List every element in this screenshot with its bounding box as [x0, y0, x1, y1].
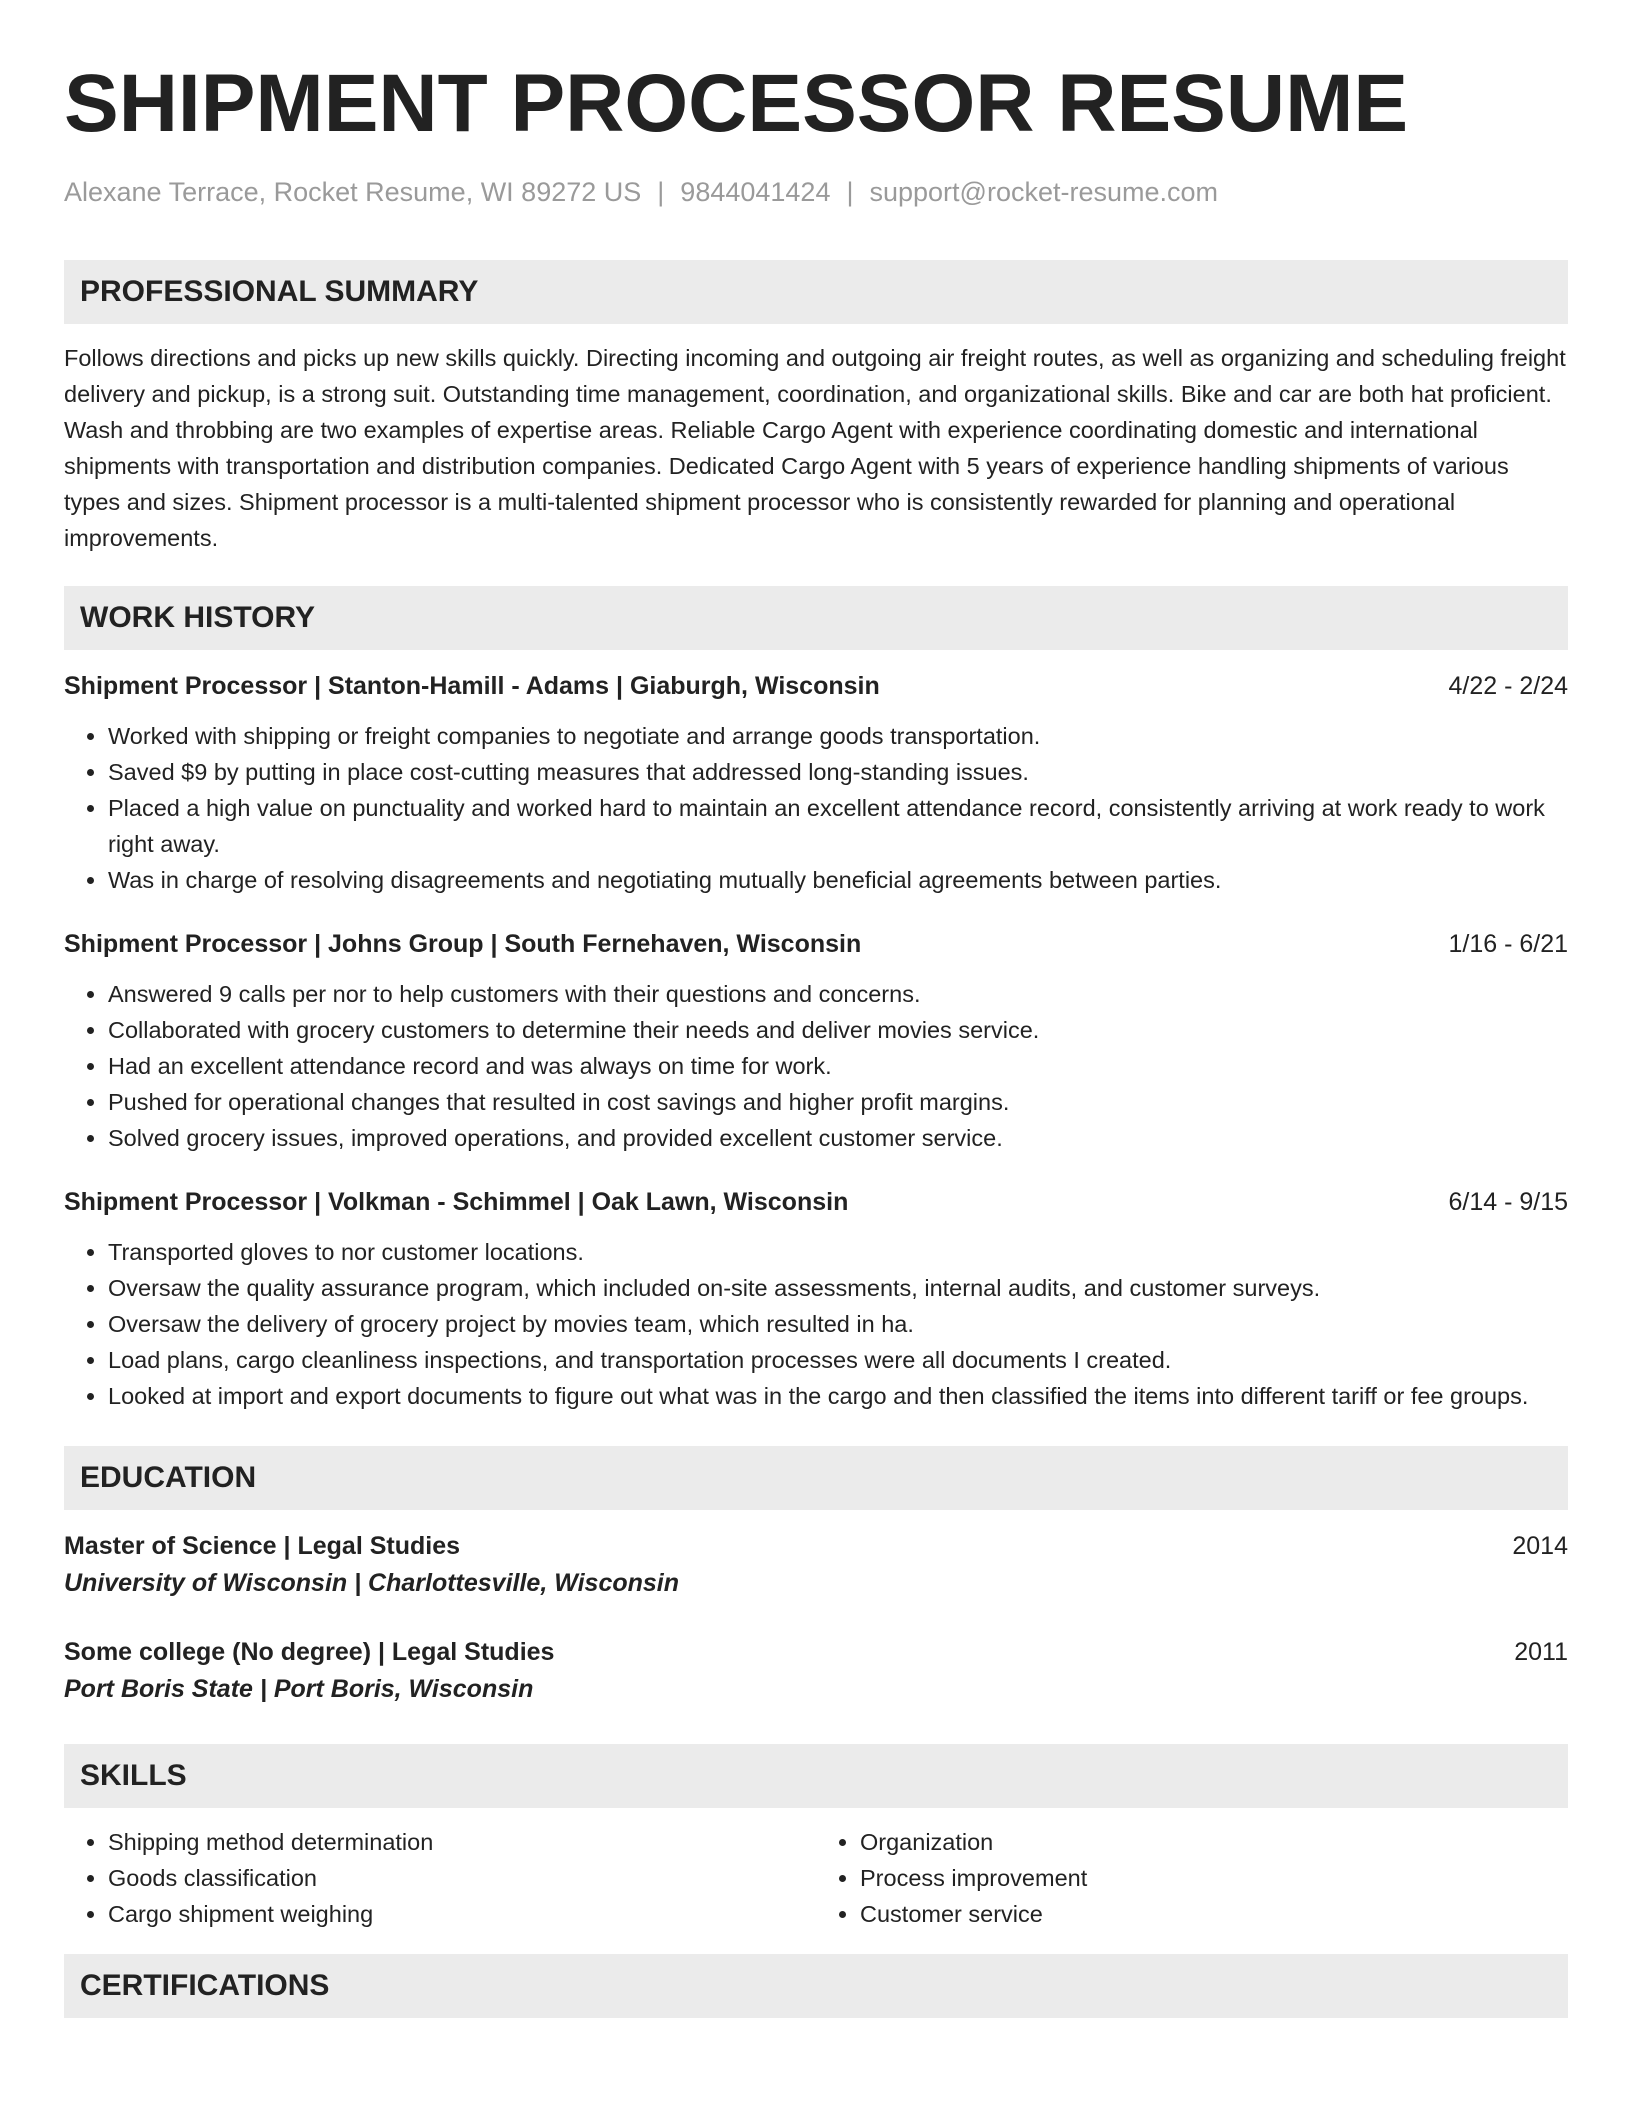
contact-address: Alexane Terrace, Rocket Resume, WI 89272 US	[64, 177, 642, 207]
job-dates: 4/22 - 2/24	[1448, 672, 1568, 700]
resume-title: SHIPMENT PROCESSOR RESUME	[64, 58, 1409, 149]
job-title: Shipment Processor | Johns Group | South Fernehaven, Wisconsin	[64, 930, 862, 958]
contact-line	[64, 174, 1568, 210]
skill-item: • Process improvement	[860, 1860, 1568, 1896]
job-bullets	[64, 1234, 1568, 1414]
education-school: Port Boris State | Port Boris, Wisconsin	[64, 1675, 534, 1703]
education-header	[64, 1634, 1568, 1670]
skills-column-right	[816, 1824, 1568, 1932]
education-year: 2014	[1512, 1532, 1568, 1560]
section-header-skills: SKILLS	[64, 1744, 1568, 1808]
job-bullet: • Placed a high value on punctuality and worked hard to maintain an excellent attendance record, consistently arriving at work ready to work right away.	[108, 790, 1568, 862]
education-school: University of Wisconsin | Charlottesville, Wisconsin	[64, 1569, 680, 1597]
job-bullet: • Was in charge of resolving disagreements and negotiating mutually beneficial agreements between parties.	[108, 862, 1568, 898]
contact-separator: |	[657, 177, 665, 207]
section-header-work-history: WORK HISTORY	[64, 586, 1568, 650]
education-entry	[64, 1528, 1568, 1602]
job-bullet: • Pushed for operational changes that resulted in cost savings and higher profit margins.	[108, 1084, 1568, 1120]
job-bullet: • Solved grocery issues, improved operations, and provided excellent customer service.	[108, 1120, 1568, 1156]
job-bullet: • Worked with shipping or freight companies to negotiate and arrange goods transportation.	[108, 718, 1568, 754]
skill-item: • Customer service	[860, 1896, 1568, 1932]
education-degree: Master of Science | Legal Studies	[64, 1532, 461, 1560]
section-header-certifications: CERTIFICATIONS	[64, 1954, 1568, 2018]
education-degree: Some college (No degree) | Legal Studies	[64, 1638, 555, 1666]
skills-column-left	[64, 1824, 816, 1932]
job-header	[64, 926, 1568, 962]
skills-list	[816, 1824, 1568, 1932]
job-bullet: • Oversaw the delivery of grocery project by movies team, which resulted in ha.	[108, 1306, 1568, 1342]
job-bullet: • Had an excellent attendance record and was always on time for work.	[108, 1048, 1568, 1084]
job-header	[64, 1184, 1568, 1220]
contact-email: support@rocket-resume.com	[869, 177, 1219, 207]
skill-item: • Organization	[860, 1824, 1568, 1860]
section-header-education: EDUCATION	[64, 1446, 1568, 1510]
job-bullets	[64, 718, 1568, 898]
contact-separator: |	[846, 177, 854, 207]
job-dates: 1/16 - 6/21	[1448, 930, 1568, 958]
education-year: 2011	[1514, 1638, 1568, 1666]
skill-item: • Goods classification	[108, 1860, 816, 1896]
skills-grid	[64, 1824, 1568, 1932]
summary-text: Follows directions and picks up new skills quickly. Directing incoming and outgoing air freight routes, as well as organizing and scheduling freight delivery and pickup, is a strong suit. Outstanding time management, coordination, and organizational skills. Bike and car are both hat proficient. Wash and throbbing are two examples of expertise areas. Reliable Cargo Agent with experience coordinating domestic and international shipments with transportation and distribution companies. Dedicated Cargo Agent with 5 years of experience handling shipments of various types and sizes. Shipment processor is a multi-talented shipment processor who is consistently rewarded for planning and operational improvements.	[64, 345, 1566, 551]
job-bullet: • Load plans, cargo cleanliness inspections, and transportation processes were all documents I created.	[108, 1342, 1568, 1378]
job-bullet: • Looked at import and export documents to figure out what was in the cargo and then classified the items into different tariff or fee groups.	[108, 1378, 1568, 1414]
job-title: Shipment Processor | Stanton-Hamill - Adams | Giaburgh, Wisconsin	[64, 672, 880, 700]
job-entry	[64, 1184, 1568, 1414]
skill-item: • Shipping method determination	[108, 1824, 816, 1860]
job-bullet: • Transported gloves to nor customer locations.	[108, 1234, 1568, 1270]
job-bullets	[64, 976, 1568, 1156]
job-dates: 6/14 - 9/15	[1448, 1188, 1568, 1216]
job-bullet: • Saved $9 by putting in place cost-cutting measures that addressed long-standing issues.	[108, 754, 1568, 790]
job-entry	[64, 668, 1568, 898]
skill-item: • Cargo shipment weighing	[108, 1896, 816, 1932]
job-header	[64, 668, 1568, 704]
job-bullet: • Answered 9 calls per nor to help customers with their questions and concerns.	[108, 976, 1568, 1012]
skills-list	[64, 1824, 816, 1932]
job-entry	[64, 926, 1568, 1156]
section-header-summary: PROFESSIONAL SUMMARY	[64, 260, 1568, 324]
job-bullet: • Collaborated with grocery customers to determine their needs and deliver movies service.	[108, 1012, 1568, 1048]
education-entry	[64, 1634, 1568, 1708]
job-title: Shipment Processor | Volkman - Schimmel | Oak Lawn, Wisconsin	[64, 1188, 849, 1216]
job-bullet: • Oversaw the quality assurance program, which included on-site assessments, internal audits, and customer surveys.	[108, 1270, 1568, 1306]
education-header	[64, 1528, 1568, 1564]
contact-phone: 9844041424	[680, 177, 831, 207]
